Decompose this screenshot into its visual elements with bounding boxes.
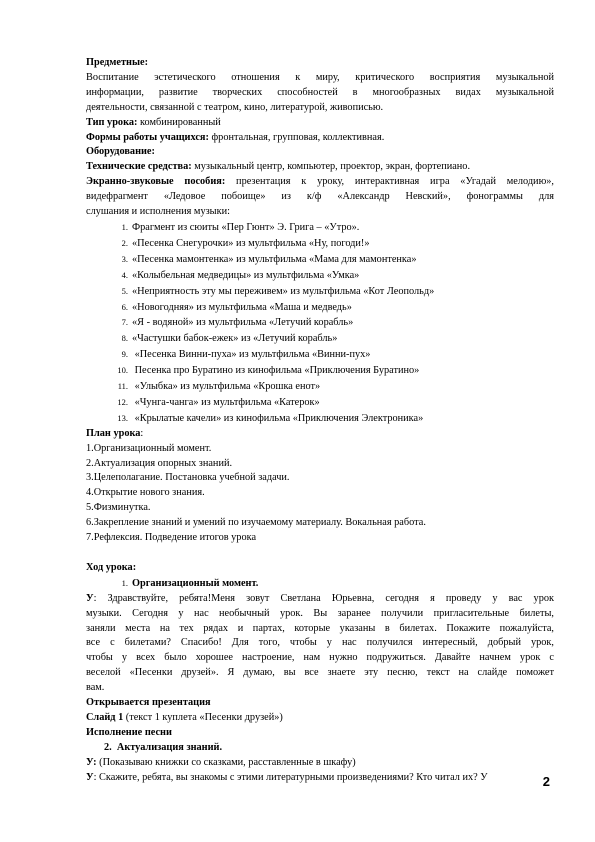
teacher-intro-line: заняли места на тех рядах и партах, которые указаны в билетах. Покажите пожалуйста, <box>86 622 554 634</box>
equipment-heading: Оборудование: <box>86 146 155 158</box>
av-aids-line: слушания и исполнения музыки: <box>86 206 230 218</box>
song-performance: Исполнение песни <box>86 726 172 738</box>
plan-item: 6.Закрепление знаний и умений по изучаемому материалу. Вокальная работа. <box>86 517 426 529</box>
teacher-question: У: Скажите, ребята, вы знакомы с этими литературными произведениями? Кто читал их? У <box>86 771 488 783</box>
av-aids: Экранно-звуковые пособия: презентация к уроку, интерактивная игра «Угадай мелодию», <box>86 176 554 188</box>
plan-item: 7.Рефлексия. Подведение итогов урока <box>86 532 257 544</box>
lesson-type: Тип урока: комбинированный <box>86 116 221 128</box>
music-list-item: 3. «Песенка мамонтенка» из мультфильма «Мама для мамонтенка» <box>121 253 417 265</box>
tech-means: Технические средства: музыкальный центр, компьютер, проектор, экран, фортепиано. <box>86 161 471 173</box>
plan-heading: План урока: <box>86 427 144 439</box>
music-list-item: 12. «Чунга-чанга» из мультфильма «Катерок» <box>117 396 320 408</box>
music-list-item: 11. «Улыбка» из мультфильма «Крошка енот» <box>117 381 321 393</box>
page-number: 2 <box>542 774 550 789</box>
slide-1: Слайд 1 (текст 1 куплета «Песенки друзей») <box>86 711 283 723</box>
av-aids-line: видефрагмент «Ледовое побоище» из к/ф «Александр Невский», фонограммы для <box>86 191 554 203</box>
plan-item: 4.Открытие нового знания. <box>86 487 205 499</box>
subject-results-line: деятельности, связанной с театром, кино, литературой, живописью. <box>86 101 384 113</box>
blank-line <box>86 546 554 561</box>
subject-results-line: информации, развитие творческих способностей в многообразных видах музыкальной <box>86 86 554 98</box>
course-step-2: 2. Актуализация знаний. <box>104 741 223 753</box>
music-list-item: 10. Песенка про Буратино из кинофильма «Приключения Буратино» <box>117 365 420 377</box>
plan-item: 1.Организационный момент. <box>86 442 212 454</box>
teacher-intro-line: вам. <box>86 682 105 694</box>
plan-item: 3.Целеполагание. Постановка учебной задачи. <box>86 472 290 484</box>
music-list-item: 2. «Песенка Снегурочки» из мультфильма «Ну, погоди!» <box>121 237 370 249</box>
music-list-item: 5. «Неприятность эту мы переживем» из мультфильма «Кот Леопольд» <box>121 285 435 297</box>
music-list-item: 7. «Я - водяной» из мультфильма «Летучий корабль» <box>121 317 354 329</box>
course-heading: Ход урока: <box>86 561 137 573</box>
work-forms: Формы работы учащихся: фронтальная, групповая, коллективная. <box>86 131 385 143</box>
teacher-intro-line: веселой «Песенки друзей». Я думаю, вы все знаете эту песню, текст на слайде поможет <box>86 667 554 679</box>
teacher-intro-line: все с билетами? Спасибо! Для того, чтобы у нас получился интересный, добрый урок, <box>86 637 554 649</box>
course-step-1: 1. Организационный момент. <box>121 577 259 589</box>
subject-results-line: Воспитание эстетического отношения к миру, критического восприятия музыкальной <box>86 71 554 83</box>
music-list-item: 9. «Песенка Винни-пуха» из мультфильма «Винни-пух» <box>121 349 371 361</box>
subject-results-heading: Предметные: <box>86 57 148 68</box>
teacher-intro-line: музыки. Сегодня у нас необычный урок. Вы заранее получили пригласительные билеты, <box>86 607 554 619</box>
music-list-item: 4. «Колыбельная медведицы» из мультфильма «Умка» <box>121 269 360 281</box>
music-list-item: 8. «Частушки бабок-ежек» из «Летучий корабль» <box>121 333 338 345</box>
plan-item: 5.Физминутка. <box>86 502 151 514</box>
document-page <box>86 56 554 785</box>
plan-item: 2.Актуализация опорных знаний. <box>86 457 233 469</box>
music-list <box>86 220 554 427</box>
music-list-item: 13. «Крылатые качели» из кинофильма «Приключения Электроника» <box>117 412 424 424</box>
presentation-opens: Открывается презентация <box>86 697 211 709</box>
teacher-intro: У: Здравствуйте, ребята!Меня зовут Светлана Юрьевна, сегодня я проведу у вас урок <box>86 592 554 604</box>
music-list-item: 1. Фрагмент из сюиты «Пер Гюнт» Э. Грига – «Утро». <box>121 221 360 233</box>
teacher-intro-line: чтобы у всех было хорошее настроение, нам нужно подружиться. Давайте начнем урок с <box>86 652 554 664</box>
books-note: У: (Показываю книжки со сказками, расставленные в шкафу) <box>86 756 356 768</box>
music-list-item: 6. «Новогодняя» из мультфильма «Маша и медведь» <box>121 301 352 313</box>
